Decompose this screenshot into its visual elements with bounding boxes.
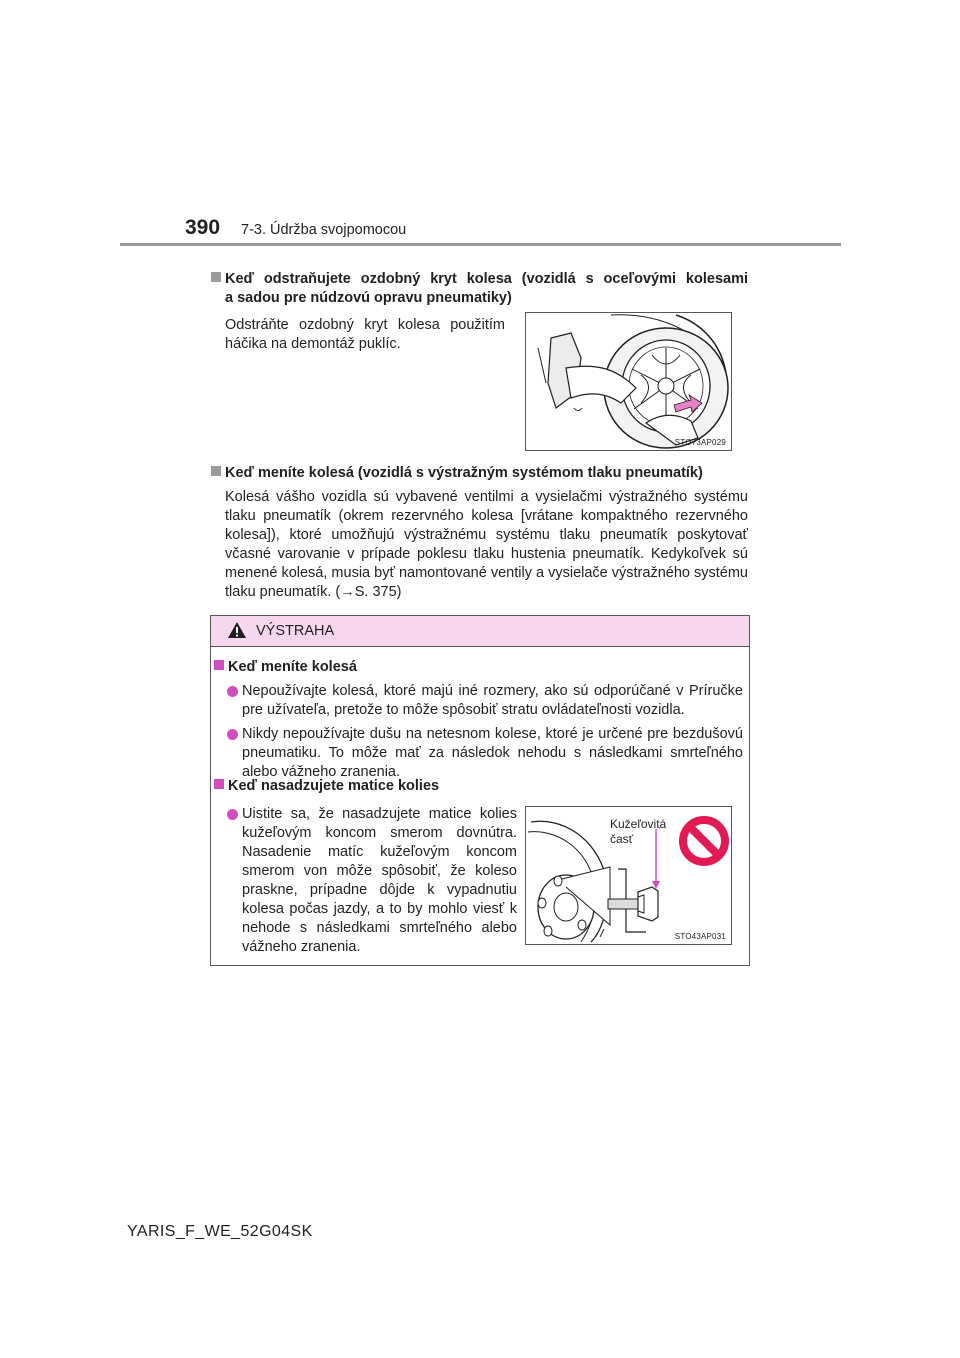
figure-label: Kužeľovitá časť — [610, 817, 667, 846]
section-title: 7-3. Údržba svojpomocou — [241, 222, 407, 238]
wheel-cover-illustration — [526, 313, 731, 450]
warning-title: VÝSTRAHA — [256, 623, 335, 639]
square-bullet-icon — [211, 466, 221, 476]
wheel-nut-figure — [525, 806, 732, 945]
section1-text: Odstráňte ozdobný kryt kolesa použitím háčika na demontáž puklíc. — [225, 317, 505, 352]
figure-id: STO43AP031 — [674, 932, 726, 941]
square-bullet-icon — [211, 272, 221, 282]
section1-heading-line1: Keď odstraňujete ozdobný kryt kolesa (vozidlá s oceľovými kolesami — [211, 270, 748, 289]
circle-bullet-icon — [227, 686, 238, 697]
warning-box — [210, 615, 750, 966]
document-code: YARIS_F_WE_52G04SK — [127, 1223, 313, 1240]
warning-bullet-1: Nepoužívajte kolesá, ktoré majú iné rozmery, ako sú odporúčané v Príručke pre užívateľa, pretože to môže spôsobiť stratu ovládateľnosti vozidla. — [227, 682, 743, 720]
header-rule — [120, 243, 841, 246]
section1-heading-line2: a sadou pre núdzovú opravu pneumatiky) — [225, 290, 512, 306]
warning-header — [211, 616, 749, 647]
square-bullet-icon — [214, 779, 224, 789]
warning-bullet-3: Uistite sa, že nasadzujete matice kolies kužeľovým koncom smerom dovnútra. Nasadenie matíc kužeľovým koncom smerom von môže spôsobiť, že koleso praskne, prípadne dôjde k vypadnutiu kolesa počas jazdy, a to by mohlo viesť k nehode s následkami smrteľného alebo vážneho zranenia. — [227, 805, 517, 957]
figure-id: STO73AP029 — [674, 438, 726, 447]
warning-bullet-2: Nikdy nepoužívajte dušu na netesnom kolese, ktoré je určené pre bezdušovú pneumatiku. To môže mať za následok nehodu s následkami smrteľného alebo vážneho zranenia. — [227, 725, 743, 782]
wheel-cover-figure — [525, 312, 732, 451]
square-bullet-icon — [214, 660, 224, 670]
page-number: 390 — [185, 216, 221, 239]
warning-group2-heading: Keď nasadzujete matice kolies — [214, 777, 439, 796]
section2-heading: Keď meníte kolesá (vozidlá s výstražným systémom tlaku pneumatík) — [211, 464, 703, 483]
section2-text: Kolesá vášho vozidla sú vybavené ventilmi a vysielačmi výstražného systému tlaku pneumatík (okrem rezervného kolesa [vrátane kompaktného rezervného kolesa]), ktoré umožňujú výstražnému systému tlaku pneumatík poskytovať včasné varovanie v prípade poklesu tlaku hustenia pneumatík. Kedykoľvek sú menené kolesá, musia byť namontované ventily a vysielače výstražného systému tlaku pneumatík. (→S. 375) — [225, 489, 748, 600]
warning-group1-heading: Keď meníte kolesá — [214, 658, 357, 677]
circle-bullet-icon — [227, 729, 238, 740]
warning-triangle-icon — [227, 621, 247, 639]
circle-bullet-icon — [227, 809, 238, 820]
